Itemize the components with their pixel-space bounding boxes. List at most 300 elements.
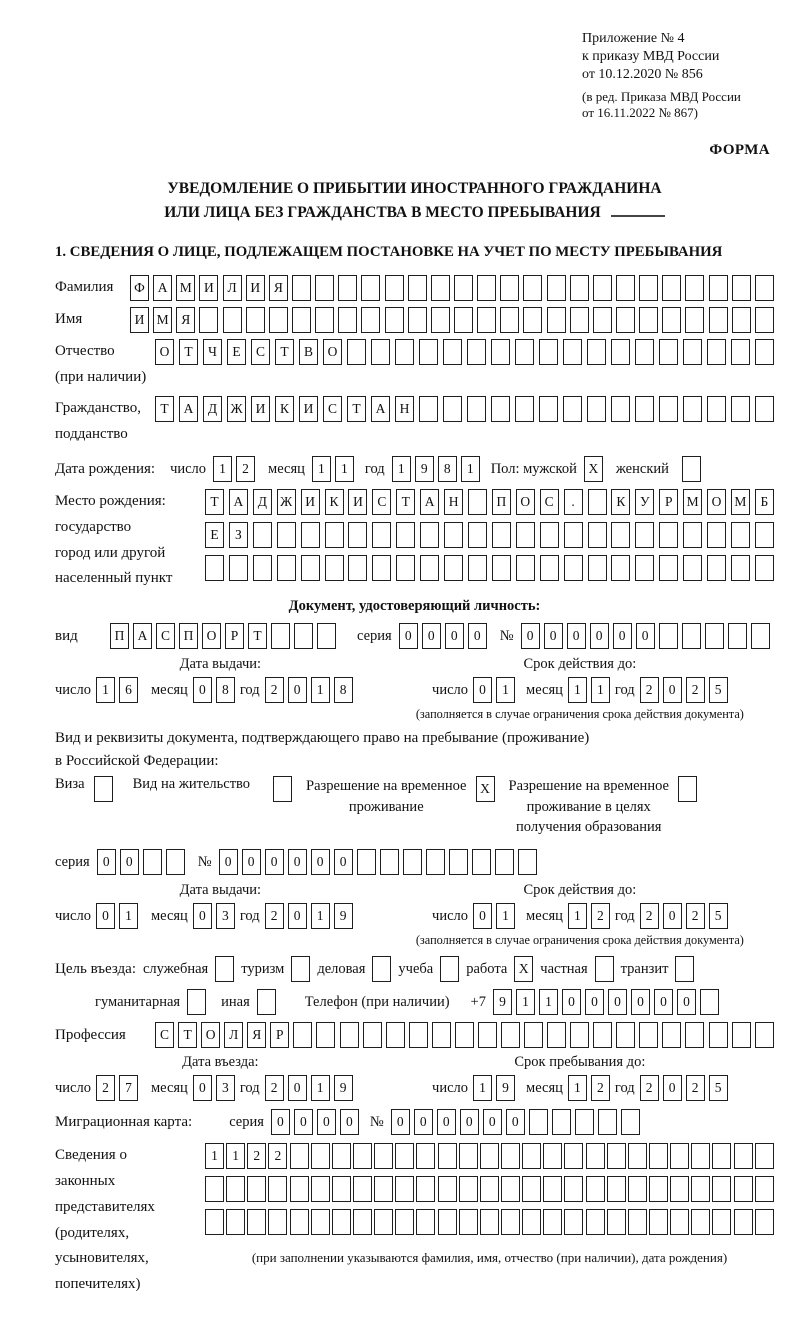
char-cell[interactable] (226, 1209, 245, 1235)
char-cell[interactable] (229, 555, 248, 581)
char-cell[interactable]: 9 (415, 456, 434, 482)
char-cell[interactable] (444, 522, 463, 548)
char-cell[interactable] (385, 307, 404, 333)
char-cell[interactable] (468, 489, 487, 515)
char-cell[interactable] (501, 1022, 520, 1048)
char-cell[interactable]: 0 (608, 989, 627, 1015)
char-cell[interactable] (361, 275, 380, 301)
char-cell[interactable] (691, 1176, 710, 1202)
char-cell[interactable] (588, 522, 607, 548)
char-cell[interactable] (347, 339, 366, 365)
char-cell[interactable] (293, 1022, 312, 1048)
char-cell[interactable]: Е (205, 522, 224, 548)
char-cell[interactable] (734, 1143, 753, 1169)
char-cell[interactable] (371, 339, 390, 365)
char-cell[interactable]: 7 (119, 1075, 138, 1101)
char-cell[interactable]: 8 (438, 456, 457, 482)
char-cell[interactable]: А (133, 623, 152, 649)
char-cell[interactable] (564, 555, 583, 581)
char-cell[interactable] (419, 339, 438, 365)
char-cell[interactable] (386, 1022, 405, 1048)
char-cell[interactable]: 0 (663, 1075, 682, 1101)
char-cell[interactable]: 0 (193, 677, 212, 703)
purpose-humanitarian-checkbox[interactable] (187, 989, 206, 1015)
char-cell[interactable]: 1 (591, 677, 610, 703)
char-cell[interactable] (731, 339, 750, 365)
char-cell[interactable] (459, 1143, 478, 1169)
char-cell[interactable] (593, 1022, 612, 1048)
residence-permit-checkbox[interactable] (273, 776, 292, 802)
char-cell[interactable] (586, 1209, 605, 1235)
char-cell[interactable] (683, 339, 702, 365)
char-cell[interactable] (478, 1022, 497, 1048)
char-cell[interactable]: С (156, 623, 175, 649)
char-cell[interactable] (269, 307, 288, 333)
char-cell[interactable]: 1 (392, 456, 411, 482)
char-cell[interactable]: О (201, 1022, 220, 1048)
char-cell[interactable]: Б (755, 489, 774, 515)
char-cell[interactable] (166, 849, 185, 875)
temp-residence-checkbox[interactable]: X (476, 776, 495, 802)
char-cell[interactable] (751, 623, 770, 649)
char-cell[interactable] (586, 1176, 605, 1202)
char-cell[interactable]: З (229, 522, 248, 548)
char-cell[interactable] (611, 522, 630, 548)
char-cell[interactable] (301, 522, 320, 548)
char-cell[interactable]: 0 (271, 1109, 290, 1135)
char-cell[interactable] (755, 1209, 774, 1235)
char-cell[interactable] (662, 307, 681, 333)
char-cell[interactable] (408, 275, 427, 301)
char-cell[interactable]: Л (224, 1022, 243, 1048)
char-cell[interactable] (616, 275, 635, 301)
char-cell[interactable] (570, 1022, 589, 1048)
char-cell[interactable]: 0 (422, 623, 441, 649)
char-cell[interactable] (588, 489, 607, 515)
char-cell[interactable]: 0 (613, 623, 632, 649)
char-cell[interactable]: Ч (203, 339, 222, 365)
char-cell[interactable]: А (179, 396, 198, 422)
char-cell[interactable] (659, 396, 678, 422)
char-cell[interactable] (639, 275, 658, 301)
char-cell[interactable] (522, 1143, 541, 1169)
char-cell[interactable] (396, 522, 415, 548)
char-cell[interactable] (353, 1176, 372, 1202)
char-cell[interactable] (226, 1176, 245, 1202)
char-cell[interactable]: 1 (311, 903, 330, 929)
char-cell[interactable] (543, 1176, 562, 1202)
char-cell[interactable] (348, 522, 367, 548)
char-cell[interactable] (467, 339, 486, 365)
char-cell[interactable] (611, 339, 630, 365)
female-checkbox[interactable] (682, 456, 701, 482)
char-cell[interactable]: 0 (294, 1109, 313, 1135)
char-cell[interactable]: Я (176, 307, 195, 333)
char-cell[interactable] (301, 555, 320, 581)
char-cell[interactable]: 2 (265, 677, 284, 703)
char-cell[interactable] (691, 1143, 710, 1169)
char-cell[interactable]: 0 (96, 903, 115, 929)
char-cell[interactable]: 0 (562, 989, 581, 1015)
char-cell[interactable] (685, 307, 704, 333)
char-cell[interactable] (199, 307, 218, 333)
char-cell[interactable] (416, 1209, 435, 1235)
char-cell[interactable] (396, 555, 415, 581)
char-cell[interactable]: 1 (568, 677, 587, 703)
char-cell[interactable] (709, 307, 728, 333)
char-cell[interactable]: 1 (96, 677, 115, 703)
char-cell[interactable]: Т (396, 489, 415, 515)
char-cell[interactable]: 0 (654, 989, 673, 1015)
char-cell[interactable] (253, 522, 272, 548)
char-cell[interactable]: Т (248, 623, 267, 649)
char-cell[interactable] (564, 1209, 583, 1235)
char-cell[interactable]: 0 (506, 1109, 525, 1135)
char-cell[interactable] (317, 623, 336, 649)
char-cell[interactable] (223, 307, 242, 333)
char-cell[interactable] (438, 1176, 457, 1202)
char-cell[interactable]: И (246, 275, 265, 301)
char-cell[interactable]: И (301, 489, 320, 515)
char-cell[interactable] (420, 555, 439, 581)
char-cell[interactable] (685, 275, 704, 301)
char-cell[interactable] (416, 1176, 435, 1202)
char-cell[interactable] (501, 1176, 520, 1202)
char-cell[interactable]: 0 (391, 1109, 410, 1135)
char-cell[interactable]: 0 (193, 1075, 212, 1101)
char-cell[interactable] (755, 1176, 774, 1202)
char-cell[interactable]: А (371, 396, 390, 422)
char-cell[interactable] (732, 275, 751, 301)
char-cell[interactable] (570, 307, 589, 333)
char-cell[interactable] (432, 1022, 451, 1048)
char-cell[interactable]: 0 (288, 677, 307, 703)
char-cell[interactable] (338, 275, 357, 301)
char-cell[interactable] (353, 1143, 372, 1169)
char-cell[interactable] (459, 1176, 478, 1202)
char-cell[interactable]: Т (275, 339, 294, 365)
char-cell[interactable] (607, 1209, 626, 1235)
char-cell[interactable]: 2 (265, 903, 284, 929)
char-cell[interactable] (523, 307, 542, 333)
char-cell[interactable] (712, 1209, 731, 1235)
char-cell[interactable] (712, 1143, 731, 1169)
male-checkbox[interactable]: X (584, 456, 603, 482)
char-cell[interactable] (332, 1176, 351, 1202)
char-cell[interactable]: 2 (686, 677, 705, 703)
char-cell[interactable]: 1 (213, 456, 232, 482)
char-cell[interactable] (315, 275, 334, 301)
char-cell[interactable]: М (731, 489, 750, 515)
char-cell[interactable]: 2 (591, 1075, 610, 1101)
char-cell[interactable]: 0 (311, 849, 330, 875)
char-cell[interactable]: Р (270, 1022, 289, 1048)
char-cell[interactable] (635, 396, 654, 422)
char-cell[interactable] (467, 396, 486, 422)
char-cell[interactable] (755, 307, 774, 333)
char-cell[interactable] (205, 1176, 224, 1202)
char-cell[interactable] (616, 307, 635, 333)
char-cell[interactable] (491, 339, 510, 365)
char-cell[interactable] (712, 1176, 731, 1202)
char-cell[interactable] (731, 555, 750, 581)
char-cell[interactable]: Я (269, 275, 288, 301)
char-cell[interactable] (292, 307, 311, 333)
char-cell[interactable] (707, 555, 726, 581)
purpose-transit-checkbox[interactable] (675, 956, 694, 982)
char-cell[interactable] (419, 396, 438, 422)
char-cell[interactable]: С (155, 1022, 174, 1048)
char-cell[interactable]: 0 (340, 1109, 359, 1135)
purpose-business-checkbox[interactable] (372, 956, 391, 982)
char-cell[interactable] (515, 396, 534, 422)
char-cell[interactable]: 8 (216, 677, 235, 703)
char-cell[interactable] (455, 1022, 474, 1048)
char-cell[interactable] (522, 1176, 541, 1202)
char-cell[interactable] (247, 1176, 266, 1202)
char-cell[interactable]: 1 (335, 456, 354, 482)
char-cell[interactable] (426, 849, 445, 875)
char-cell[interactable] (628, 1209, 647, 1235)
char-cell[interactable] (670, 1209, 689, 1235)
char-cell[interactable]: 0 (334, 849, 353, 875)
char-cell[interactable] (707, 339, 726, 365)
char-cell[interactable] (271, 623, 290, 649)
char-cell[interactable] (588, 555, 607, 581)
char-cell[interactable] (454, 275, 473, 301)
char-cell[interactable] (449, 849, 468, 875)
char-cell[interactable] (472, 849, 491, 875)
char-cell[interactable] (659, 522, 678, 548)
char-cell[interactable]: 2 (591, 903, 610, 929)
char-cell[interactable] (755, 1143, 774, 1169)
char-cell[interactable] (539, 396, 558, 422)
char-cell[interactable]: О (202, 623, 221, 649)
char-cell[interactable] (332, 1143, 351, 1169)
char-cell[interactable]: О (516, 489, 535, 515)
char-cell[interactable] (385, 275, 404, 301)
char-cell[interactable] (700, 989, 719, 1015)
char-cell[interactable] (340, 1022, 359, 1048)
char-cell[interactable]: И (251, 396, 270, 422)
char-cell[interactable] (372, 555, 391, 581)
char-cell[interactable]: 2 (686, 903, 705, 929)
char-cell[interactable] (247, 1209, 266, 1235)
char-cell[interactable] (443, 339, 462, 365)
char-cell[interactable]: . (564, 489, 583, 515)
char-cell[interactable] (316, 1022, 335, 1048)
char-cell[interactable] (639, 307, 658, 333)
char-cell[interactable]: 0 (631, 989, 650, 1015)
char-cell[interactable]: Т (179, 339, 198, 365)
char-cell[interactable] (683, 522, 702, 548)
char-cell[interactable] (500, 307, 519, 333)
purpose-study-checkbox[interactable] (440, 956, 459, 982)
char-cell[interactable] (552, 1109, 571, 1135)
char-cell[interactable] (649, 1143, 668, 1169)
char-cell[interactable]: 0 (544, 623, 563, 649)
char-cell[interactable] (683, 396, 702, 422)
char-cell[interactable]: 0 (317, 1109, 336, 1135)
char-cell[interactable] (468, 522, 487, 548)
char-cell[interactable] (332, 1209, 351, 1235)
char-cell[interactable] (547, 307, 566, 333)
char-cell[interactable]: 1 (119, 903, 138, 929)
char-cell[interactable]: С (323, 396, 342, 422)
char-cell[interactable]: 2 (268, 1143, 287, 1169)
char-cell[interactable]: Ж (277, 489, 296, 515)
char-cell[interactable]: И (299, 396, 318, 422)
char-cell[interactable] (292, 275, 311, 301)
char-cell[interactable]: 9 (334, 1075, 353, 1101)
char-cell[interactable] (374, 1209, 393, 1235)
char-cell[interactable] (501, 1143, 520, 1169)
char-cell[interactable]: 0 (97, 849, 116, 875)
char-cell[interactable]: И (130, 307, 149, 333)
temp-residence-edu-checkbox[interactable] (678, 776, 697, 802)
char-cell[interactable]: 1 (311, 1075, 330, 1101)
char-cell[interactable] (522, 1209, 541, 1235)
char-cell[interactable]: 0 (265, 849, 284, 875)
char-cell[interactable]: 0 (414, 1109, 433, 1135)
char-cell[interactable]: 3 (216, 903, 235, 929)
char-cell[interactable] (691, 1209, 710, 1235)
char-cell[interactable]: Т (205, 489, 224, 515)
char-cell[interactable] (598, 1109, 617, 1135)
char-cell[interactable] (659, 555, 678, 581)
char-cell[interactable]: Р (659, 489, 678, 515)
char-cell[interactable]: У (635, 489, 654, 515)
char-cell[interactable]: П (492, 489, 511, 515)
char-cell[interactable] (290, 1209, 309, 1235)
char-cell[interactable]: 2 (686, 1075, 705, 1101)
char-cell[interactable]: 2 (265, 1075, 284, 1101)
char-cell[interactable] (311, 1176, 330, 1202)
char-cell[interactable] (709, 1022, 728, 1048)
char-cell[interactable]: 1 (205, 1143, 224, 1169)
char-cell[interactable]: 5 (709, 903, 728, 929)
char-cell[interactable]: 9 (334, 903, 353, 929)
char-cell[interactable] (755, 339, 774, 365)
char-cell[interactable] (659, 623, 678, 649)
char-cell[interactable] (253, 555, 272, 581)
char-cell[interactable] (492, 555, 511, 581)
char-cell[interactable] (607, 1176, 626, 1202)
char-cell[interactable] (395, 1143, 414, 1169)
char-cell[interactable] (564, 1143, 583, 1169)
char-cell[interactable]: 1 (496, 903, 515, 929)
char-cell[interactable]: 6 (119, 677, 138, 703)
char-cell[interactable]: 0 (242, 849, 261, 875)
char-cell[interactable]: Л (223, 275, 242, 301)
purpose-tourism-checkbox[interactable] (291, 956, 310, 982)
char-cell[interactable]: А (420, 489, 439, 515)
char-cell[interactable] (443, 396, 462, 422)
char-cell[interactable]: 0 (460, 1109, 479, 1135)
char-cell[interactable]: 2 (640, 903, 659, 929)
char-cell[interactable] (431, 275, 450, 301)
char-cell[interactable] (357, 849, 376, 875)
purpose-work-checkbox[interactable]: X (514, 956, 533, 982)
char-cell[interactable] (380, 849, 399, 875)
char-cell[interactable]: П (179, 623, 198, 649)
char-cell[interactable] (431, 307, 450, 333)
char-cell[interactable] (501, 1209, 520, 1235)
char-cell[interactable]: 9 (493, 989, 512, 1015)
char-cell[interactable] (635, 522, 654, 548)
char-cell[interactable] (516, 555, 535, 581)
char-cell[interactable] (540, 522, 559, 548)
char-cell[interactable]: 0 (585, 989, 604, 1015)
char-cell[interactable] (395, 339, 414, 365)
char-cell[interactable]: 3 (216, 1075, 235, 1101)
char-cell[interactable] (728, 623, 747, 649)
char-cell[interactable]: 0 (483, 1109, 502, 1135)
char-cell[interactable] (338, 307, 357, 333)
char-cell[interactable]: О (155, 339, 174, 365)
char-cell[interactable] (732, 1022, 751, 1048)
char-cell[interactable] (409, 1022, 428, 1048)
char-cell[interactable] (707, 396, 726, 422)
char-cell[interactable]: 1 (516, 989, 535, 1015)
char-cell[interactable] (649, 1209, 668, 1235)
char-cell[interactable] (491, 396, 510, 422)
char-cell[interactable] (372, 522, 391, 548)
char-cell[interactable]: 0 (473, 903, 492, 929)
char-cell[interactable] (659, 339, 678, 365)
char-cell[interactable] (495, 849, 514, 875)
char-cell[interactable] (682, 623, 701, 649)
char-cell[interactable] (734, 1209, 753, 1235)
char-cell[interactable] (709, 275, 728, 301)
char-cell[interactable]: 0 (445, 623, 464, 649)
char-cell[interactable]: С (251, 339, 270, 365)
char-cell[interactable]: Р (225, 623, 244, 649)
char-cell[interactable] (635, 339, 654, 365)
char-cell[interactable] (611, 396, 630, 422)
char-cell[interactable] (205, 1209, 224, 1235)
char-cell[interactable] (755, 275, 774, 301)
char-cell[interactable] (734, 1176, 753, 1202)
char-cell[interactable] (374, 1176, 393, 1202)
char-cell[interactable] (670, 1143, 689, 1169)
char-cell[interactable] (403, 849, 422, 875)
char-cell[interactable] (587, 339, 606, 365)
char-cell[interactable]: 0 (219, 849, 238, 875)
char-cell[interactable] (325, 555, 344, 581)
char-cell[interactable]: 2 (96, 1075, 115, 1101)
char-cell[interactable] (662, 275, 681, 301)
char-cell[interactable] (477, 307, 496, 333)
char-cell[interactable] (315, 307, 334, 333)
char-cell[interactable]: Ф (130, 275, 149, 301)
char-cell[interactable]: К (325, 489, 344, 515)
char-cell[interactable]: 9 (496, 1075, 515, 1101)
char-cell[interactable] (408, 307, 427, 333)
char-cell[interactable] (705, 623, 724, 649)
char-cell[interactable]: М (153, 307, 172, 333)
char-cell[interactable] (143, 849, 162, 875)
char-cell[interactable] (420, 522, 439, 548)
char-cell[interactable]: Д (253, 489, 272, 515)
char-cell[interactable]: М (176, 275, 195, 301)
char-cell[interactable] (353, 1209, 372, 1235)
char-cell[interactable]: 0 (521, 623, 540, 649)
purpose-official-checkbox[interactable] (215, 956, 234, 982)
char-cell[interactable] (586, 1143, 605, 1169)
char-cell[interactable] (311, 1209, 330, 1235)
char-cell[interactable] (277, 555, 296, 581)
